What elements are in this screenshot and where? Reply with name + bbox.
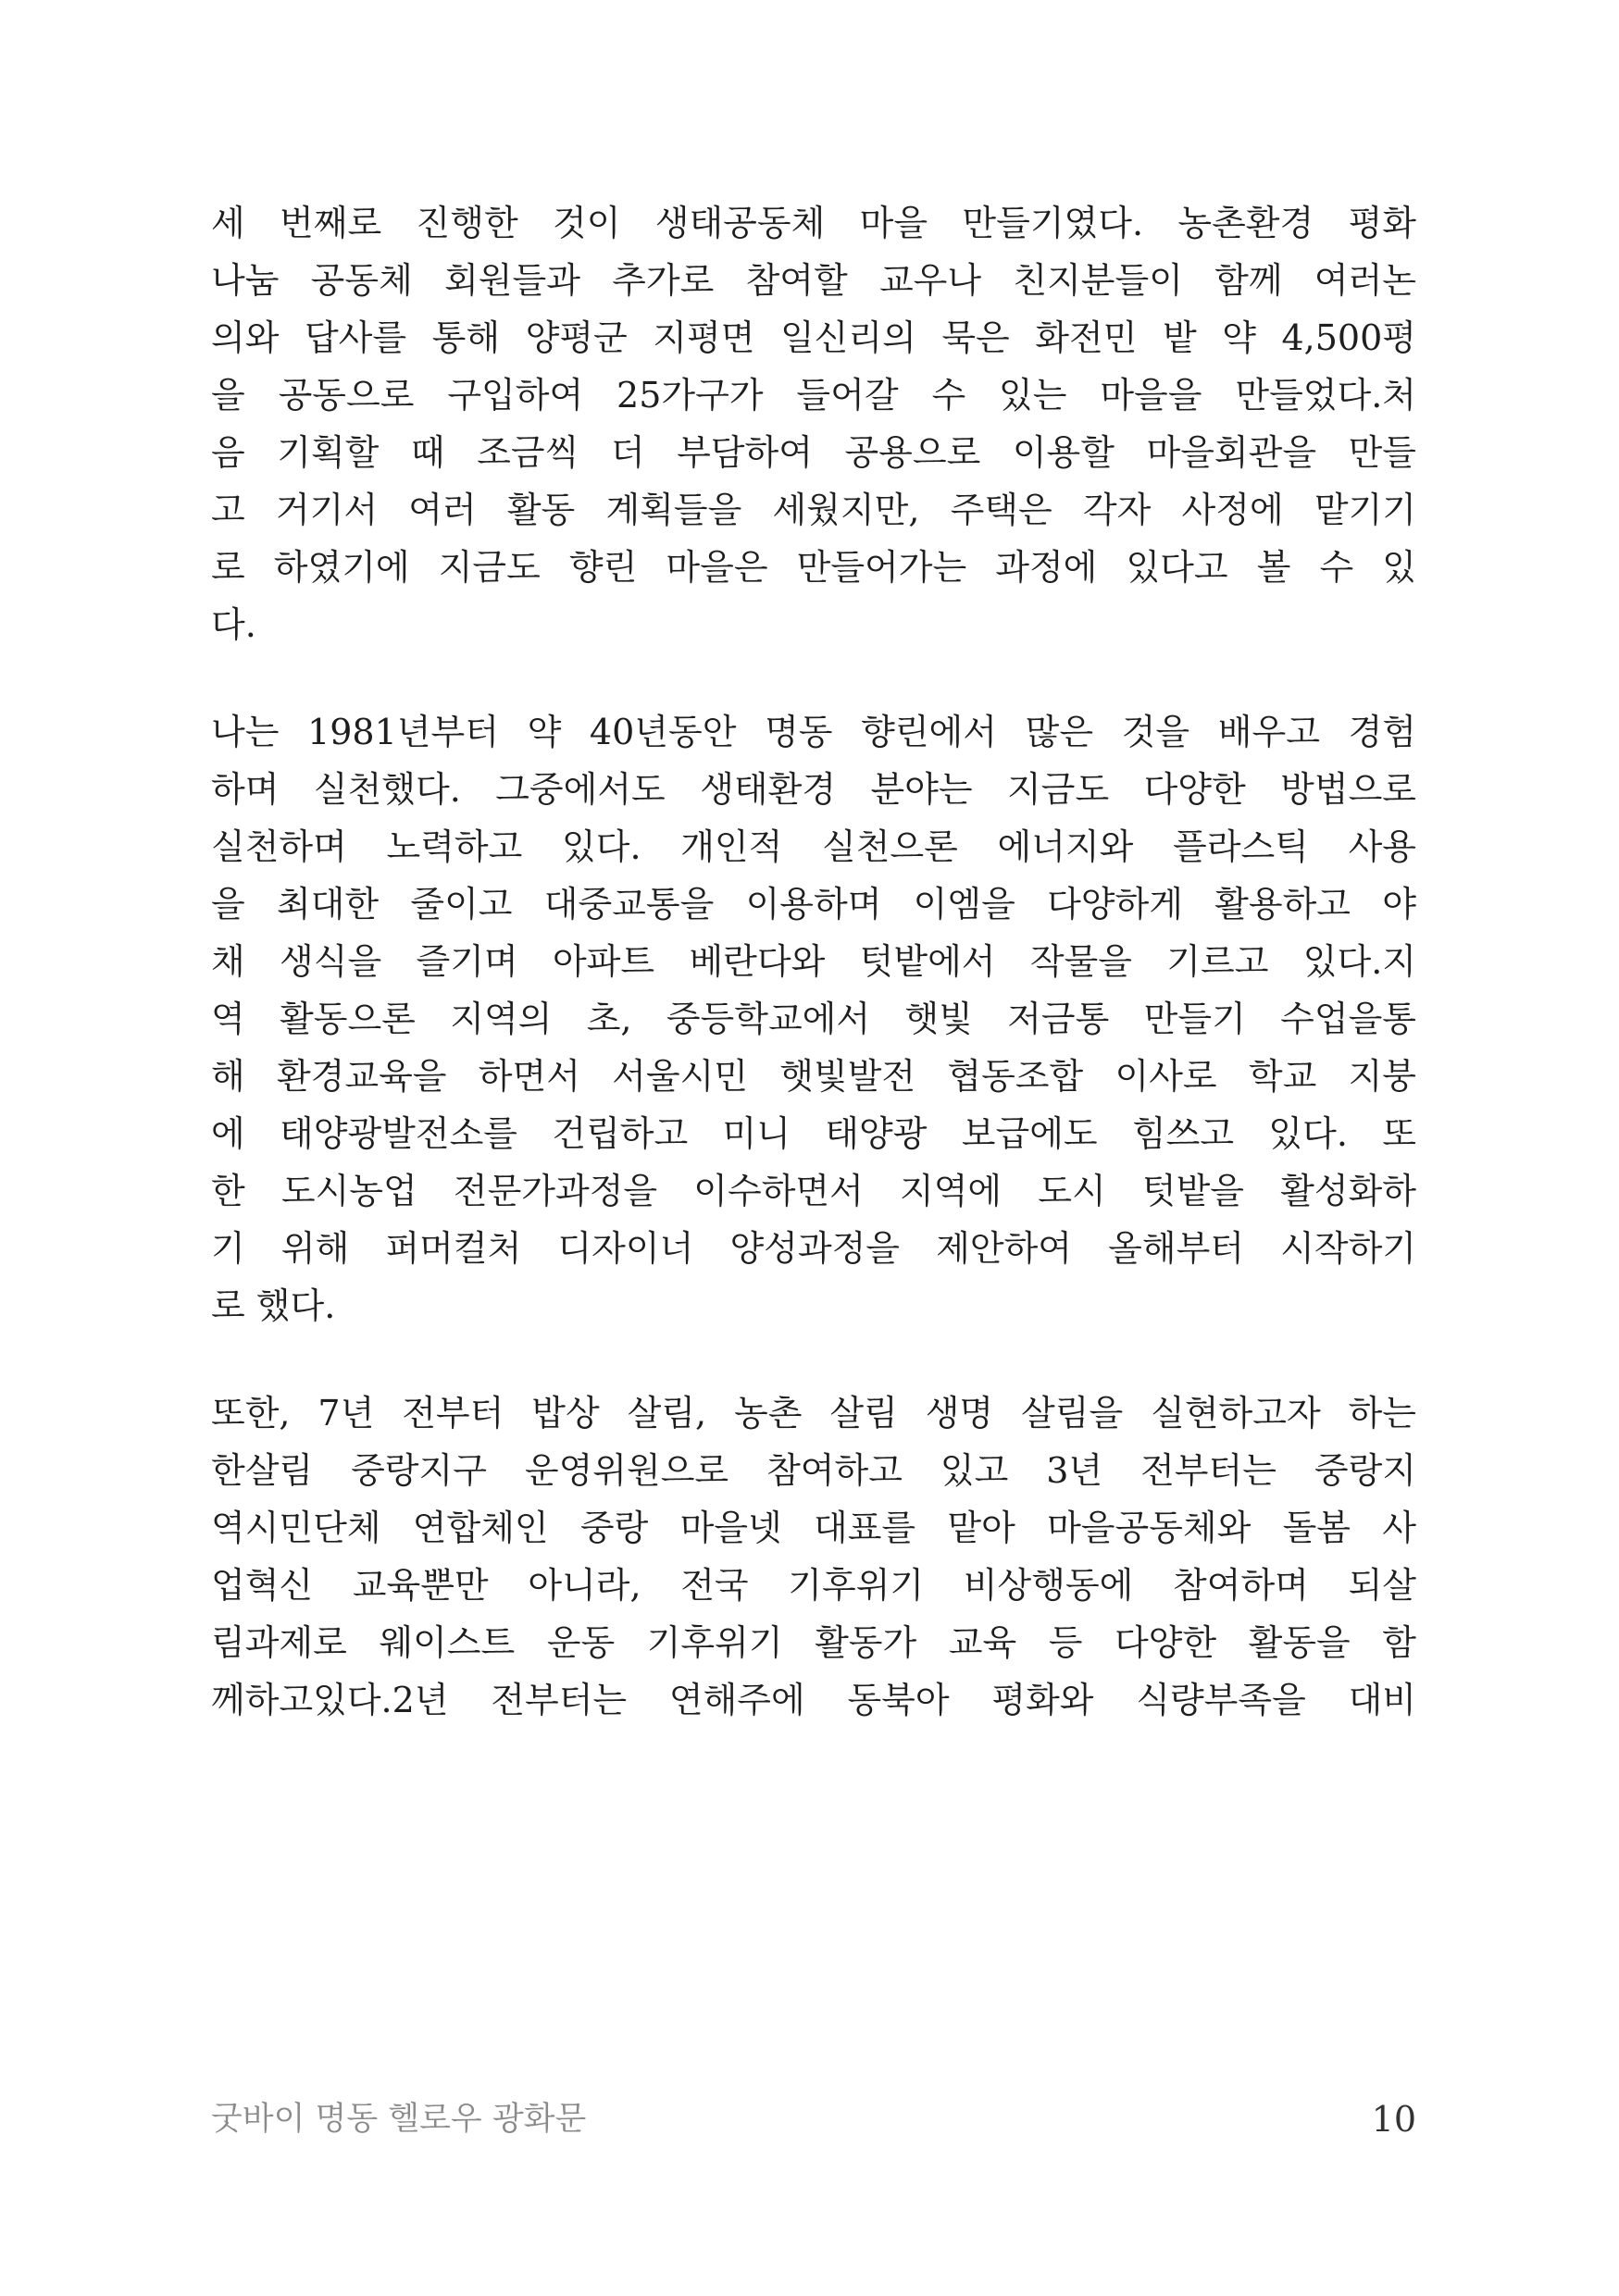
body-text [211, 194, 1416, 1779]
paragraph-2 [211, 703, 1416, 1334]
text-line: 나는 1981년부터 약 40년동안 명동 향린에서 많은 것을 배우고 경험 [211, 712, 1416, 752]
text-line: 해 환경교육을 하면서 서울시민 햇빛발전 협동조합 이사로 학교 지붕 [211, 1056, 1416, 1097]
text-line: 림과제로 웨이스트 운동 기후위기 활동가 교육 등 다양한 활동을 함 [211, 1622, 1416, 1663]
text-line: 고 거기서 여러 활동 계획들을 세웠지만, 주택은 각자 사정에 맡기기 [211, 490, 1416, 530]
page-number: 10 [1371, 2099, 1416, 2140]
text-line: 로 하였기에 지금도 향린 마을은 만들어가는 과정에 있다고 볼 수 있 [211, 547, 1416, 588]
text-line: 로 했다. [211, 1285, 336, 1326]
paragraph-3 [211, 1384, 1416, 1729]
text-line: 역시민단체 연합체인 중랑 마을넷 대표를 맡아 마을공동체와 돌봄 사 [211, 1508, 1416, 1548]
text-line: 기 위해 퍼머컬처 디자이너 양성과정을 제안하여 올해부터 시작하기 [211, 1228, 1416, 1269]
text-line: 에 태양광발전소를 건립하고 미니 태양광 보급에도 힘쓰고 있다. 또 [211, 1113, 1416, 1154]
text-line: 한 도시농업 전문가과정을 이수하면서 지역에 도시 텃밭을 활성화하 [211, 1171, 1416, 1211]
text-line: 의와 답사를 통해 양평군 지평면 일신리의 묵은 화전민 밭 약 4,500평 [211, 317, 1416, 358]
page-footer [211, 2091, 1416, 2147]
text-line: 다. [211, 604, 256, 645]
text-line: 을 공동으로 구입하여 25가구가 들어갈 수 있는 마을을 만들었다.처 [211, 375, 1416, 416]
text-line: 실천하며 노력하고 있다. 개인적 실천으론 에너지와 플라스틱 사용 [211, 826, 1416, 867]
text-line: 나눔 공동체 회원들과 추가로 참여할 교우나 친지분들이 함께 여러논 [211, 260, 1416, 301]
text-line: 한살림 중랑지구 운영위원으로 참여하고 있고 3년 전부터는 중랑지 [211, 1450, 1416, 1491]
footer-book-title: 굿바이 명동 헬로우 광화문 [211, 2101, 587, 2138]
text-line: 역 활동으론 지역의 초, 중등학교에서 햇빛 저금통 만들기 수업을통 [211, 999, 1416, 1039]
text-line: 세 번째로 진행한 것이 생태공동체 마을 만들기였다. 농촌환경 평화 [211, 203, 1416, 243]
text-line: 음 기획할 때 조금씩 더 부담하여 공용으로 이용할 마을회관을 만들 [211, 432, 1416, 473]
text-line: 하며 실천했다. 그중에서도 생태환경 분야는 지금도 다양한 방법으로 [211, 769, 1416, 810]
text-line: 채 생식을 즐기며 아파트 베란다와 텃밭에서 작물을 기르고 있다.지 [211, 941, 1416, 982]
text-line: 을 최대한 줄이고 대중교통을 이용하며 이엠을 다양하게 활용하고 야 [211, 884, 1416, 925]
text-line: 업혁신 교육뿐만 아니라, 전국 기후위기 비상행동에 참여하며 되살 [211, 1565, 1416, 1606]
text-line: 또한, 7년 전부터 밥상 살림, 농촌 살림 생명 살림을 실현하고자 하는 [211, 1393, 1416, 1433]
text-line: 께하고있다.2년 전부터는 연해주에 동북아 평화와 식량부족을 대비 [211, 1680, 1416, 1720]
paragraph-1 [211, 194, 1416, 653]
